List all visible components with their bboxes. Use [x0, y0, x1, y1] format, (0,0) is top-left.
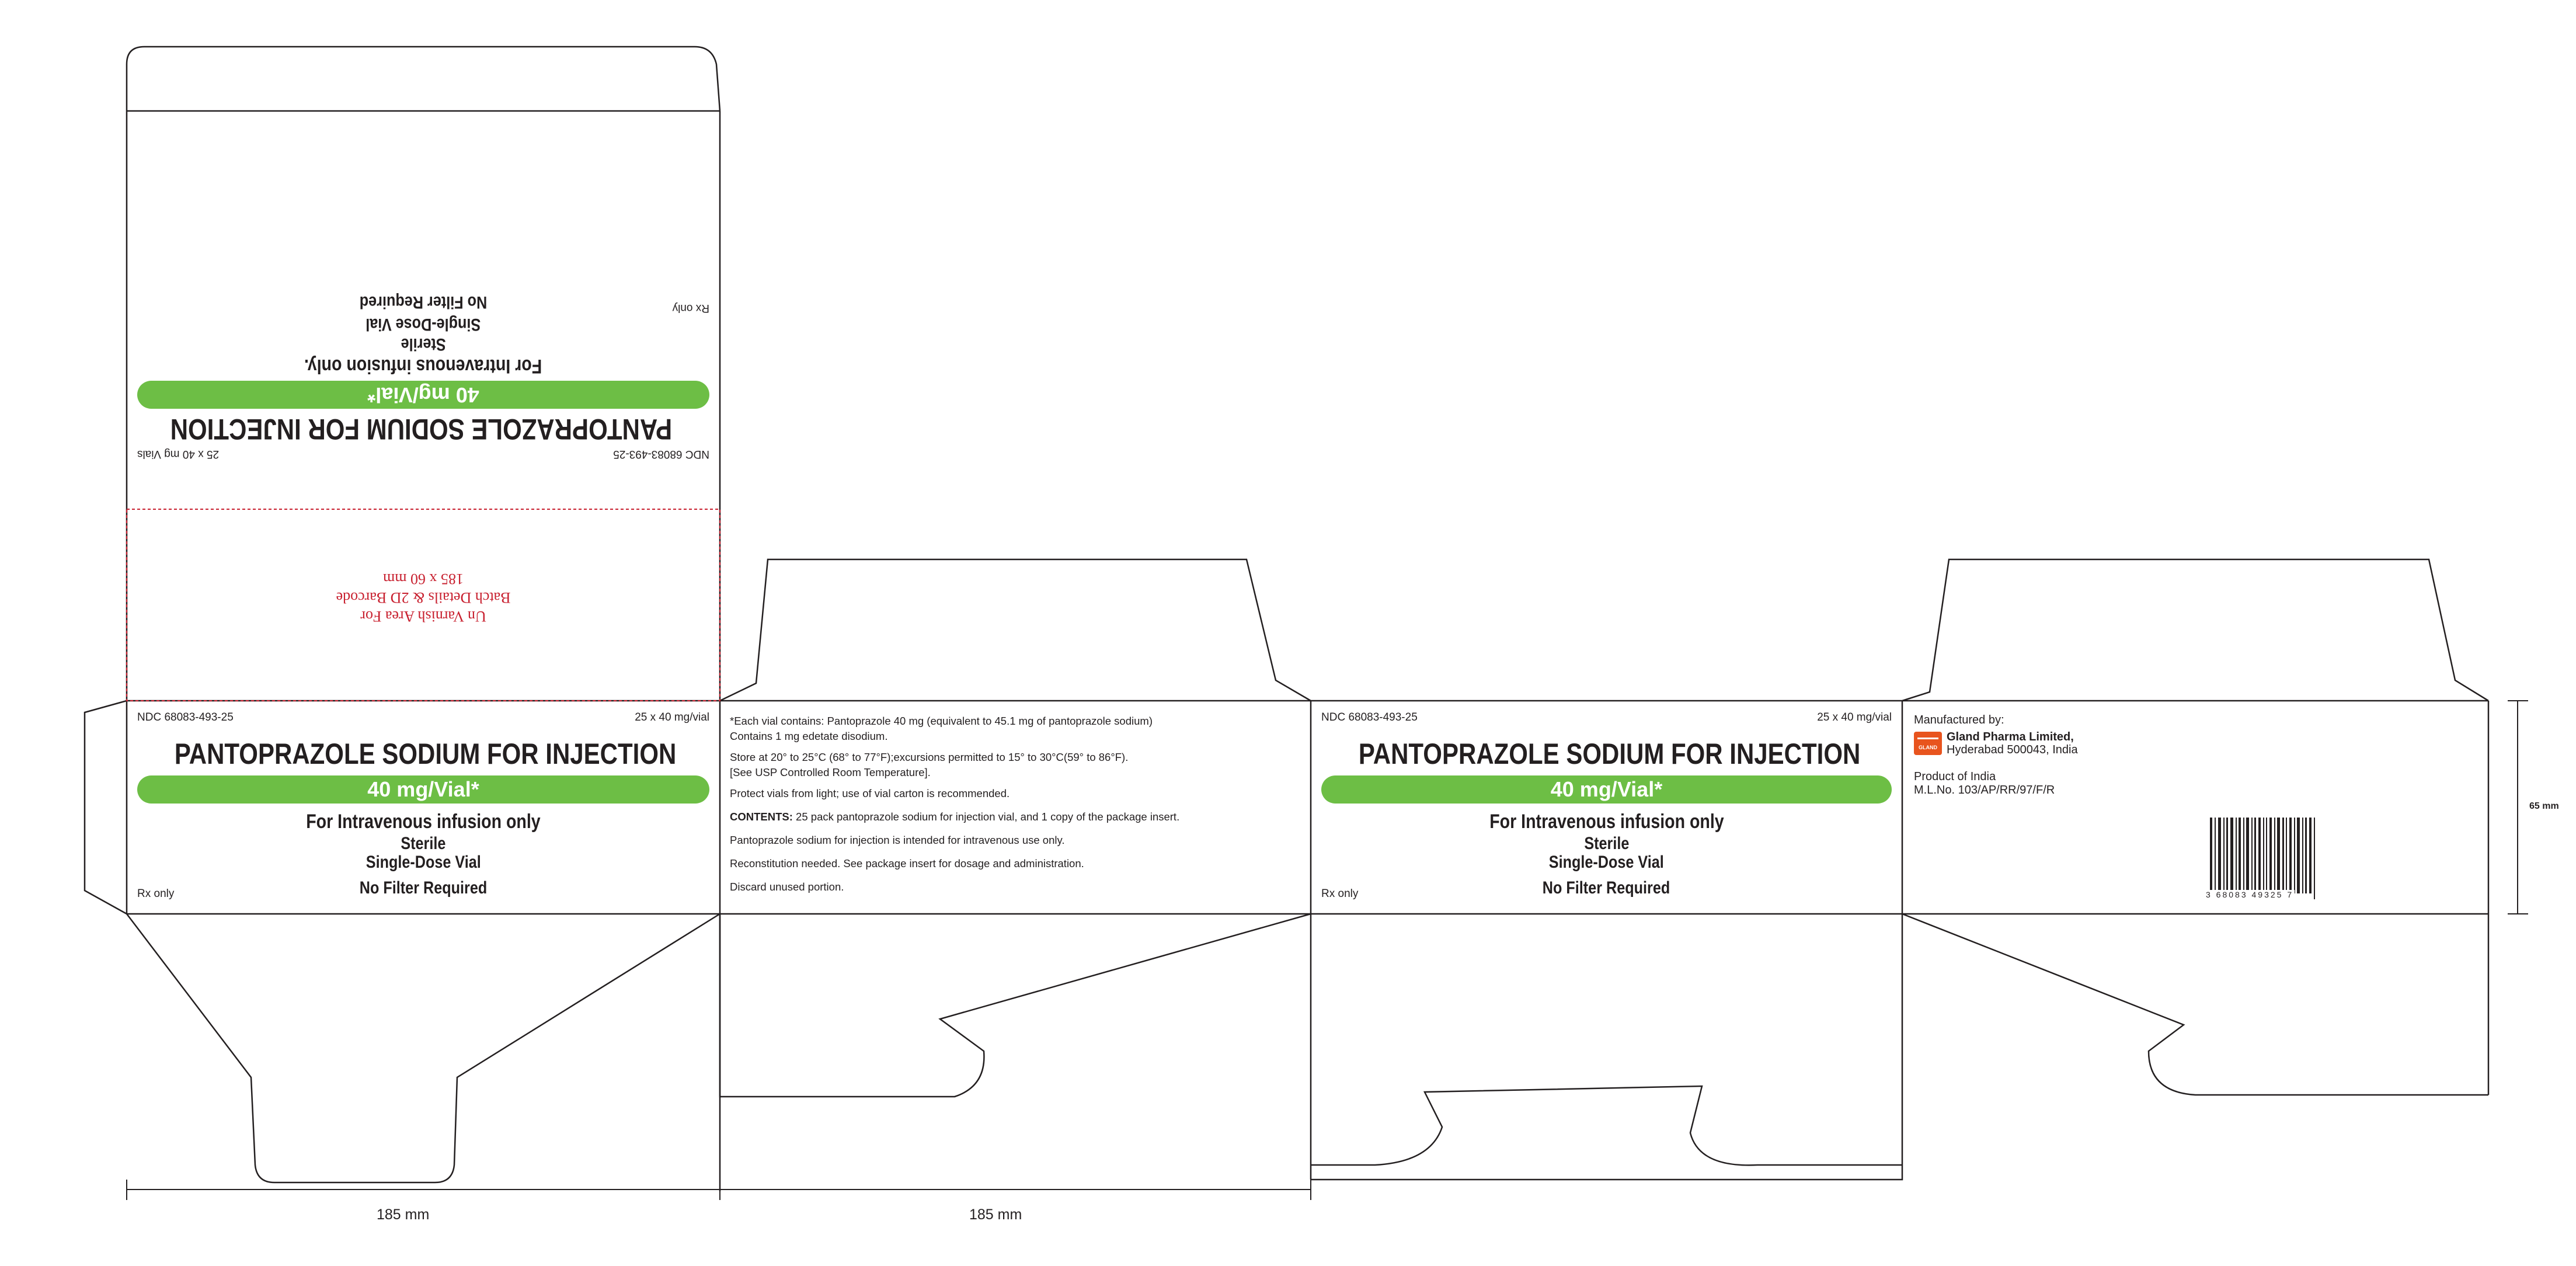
sterile: Sterile [1583, 834, 1630, 853]
company-name: Gland Pharma Limited, [1947, 731, 2074, 743]
top-pack: 25 x 40 mg Vials [137, 448, 220, 460]
top-rx: Rx only [672, 302, 709, 314]
dust-flap-top-1 [720, 559, 1311, 701]
route: For Intravenous infusion only [1489, 811, 1724, 833]
logo-text: GLAND [1919, 745, 1937, 750]
pack-size: 25 x 40 mg/vial [1817, 711, 1892, 724]
bottom-flap-4 [1902, 914, 2488, 1095]
barcode-digits: 3 68083 49325 7 [2206, 890, 2294, 899]
varnish-note [127, 569, 720, 625]
width-dimension-1: 185 mm [377, 1206, 430, 1223]
product-title: PANTOPRAZOLE SODIUM FOR INJECTION [174, 738, 677, 770]
front-panel-1 [127, 701, 720, 914]
manufacturer-heading: Manufactured by: [1914, 714, 2004, 726]
pack-size: 25 x 40 mg/vial [635, 711, 709, 724]
company-address: Hyderabad 500043, India [1947, 743, 2078, 756]
gland-logo [1914, 732, 1942, 755]
bottom-flap-2 [720, 914, 1311, 1097]
top-strength-bar: 40 mg/Vial* [137, 381, 709, 409]
info-line: Contains 1 mg edetate disodium. [730, 730, 888, 742]
info-line: Store at 20° to 25°C (68° to 77°F);excursions permitted to 15° to 30°C(59° to 86°F). [730, 751, 1129, 763]
width-dimension-2: 185 mm [969, 1206, 1022, 1223]
info-line: *Each vial contains: Pantoprazole 40 mg (equivalent to 45.1 mg of pantoprazole sodium) [730, 715, 1153, 727]
top-dose: Single-Dose Vial [365, 315, 481, 334]
license: M.L.No. 103/AP/RR/97/F/R [1914, 784, 2055, 797]
top-filter: No Filter Required [359, 293, 488, 312]
origin: Product of India [1914, 770, 1996, 783]
varnish-line1: Un Varnish Area For [360, 608, 486, 625]
product-title: PANTOPRAZOLE SODIUM FOR INJECTION [1358, 738, 1861, 770]
dose-type: Single-Dose Vial [1548, 853, 1665, 872]
contents-line: CONTENTS: 25 pack pantoprazole sodium for injection vial, and 1 copy of the package insert. [730, 811, 1180, 823]
rx-only: Rx only [137, 888, 175, 900]
info-line: Pantoprazole sodium for injection is intended for intravenous use only. [730, 834, 1065, 846]
info-line: Discard unused portion. [730, 881, 844, 893]
front-panel-2 [1311, 701, 1902, 914]
ndc: NDC 68083-493-25 [137, 711, 234, 724]
manufacturer-panel [1914, 714, 2474, 797]
strength-bar: 40 mg/Vial* [137, 775, 709, 804]
bottom-flap-3 [1311, 914, 1902, 1180]
varnish-line3: 185 x 60 mm [383, 571, 464, 587]
info-panel [730, 714, 1302, 895]
top-product-title: PANTOPRAZOLE SODIUM FOR INJECTION [170, 413, 673, 446]
barcode [2210, 818, 2315, 899]
dose-type: Single-Dose Vial [365, 853, 481, 872]
strength-bar: 40 mg/Vial* [1321, 775, 1892, 804]
filter-note: No Filter Required [1543, 878, 1670, 898]
top-sterile: Sterile [401, 335, 446, 354]
top-route: For Intravenous infusion only. [304, 355, 542, 377]
sterile: Sterile [401, 834, 446, 853]
filter-note: No Filter Required [359, 878, 488, 898]
varnish-line2: Batch Details & 2D Barcode [336, 589, 511, 606]
ndc: NDC 68083-493-25 [1321, 711, 1418, 724]
info-line: Reconstitution needed. See package insert for dosage and administration. [730, 857, 1084, 869]
top-ndc: NDC 68083-493-25 [613, 448, 709, 460]
top-panel [127, 257, 720, 467]
bottom-flap-left [127, 914, 720, 1182]
glue-flap [85, 701, 127, 914]
info-line: Protect vials from light; use of vial carton is recommended. [730, 787, 1010, 799]
height-dimension: 65 mm [2529, 801, 2559, 811]
info-line: [See USP Controlled Room Temperature]. [730, 766, 931, 778]
route: For Intravenous infusion only [306, 811, 541, 833]
rx-only: Rx only [1321, 888, 1359, 900]
dust-flap-top-2 [1902, 559, 2488, 701]
top-tuck-flap [127, 47, 720, 111]
